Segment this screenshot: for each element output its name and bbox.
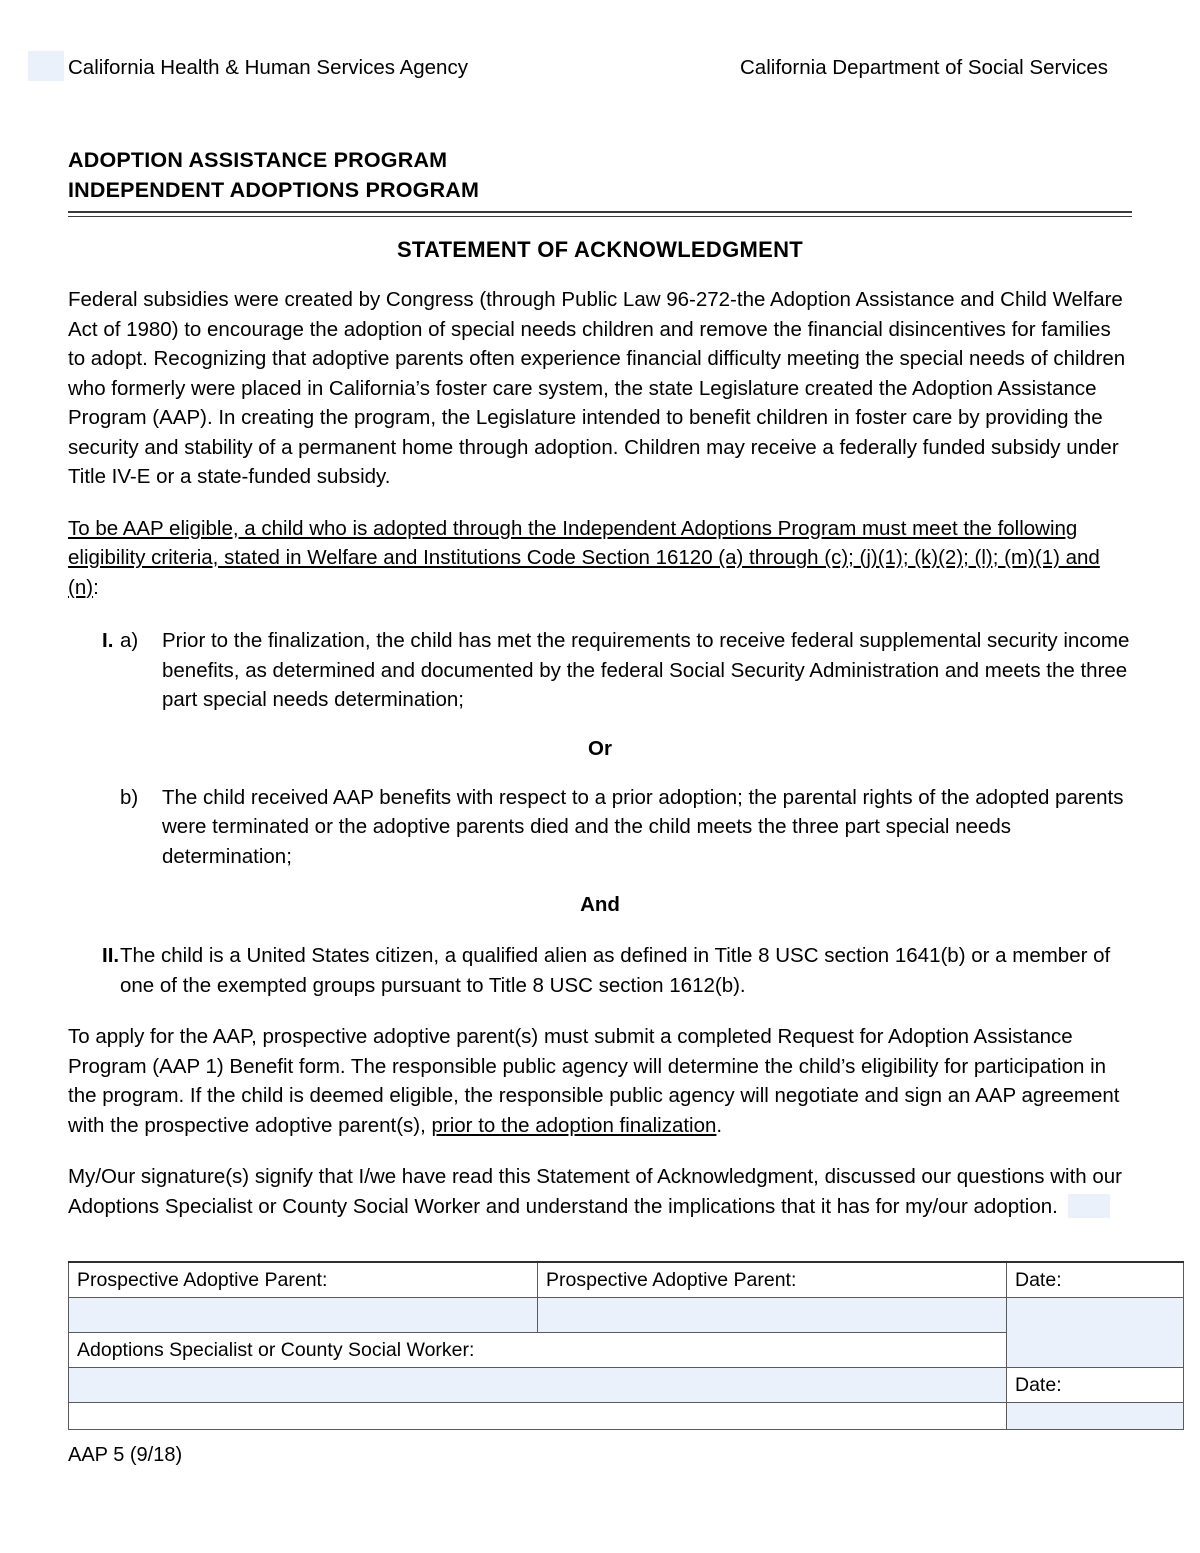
date-2-input[interactable] [1007,1403,1184,1430]
apply-paragraph-part1: To apply for the AAP, prospective adoptive parent(s) must submit a completed Request for Adoption Assistance Program (AAP 1) Benefit form. The responsible public agency will determine the child’s eligibility for participation in the program. If the child is deemed eligible, the responsible public agency will negotiate and sign an AAP agreement with the prospective adoptive parent(s), [68,1025,1120,1137]
criteria-item-2 [68,941,1132,1000]
criteria-item-1b-text: The child received AAP benefits with respect to a prior adoption; the parental rights of the adopted parents were terminated or the adoptive parents died and the child meets the three part special needs determination; [162,785,1124,868]
signature-statement-text: My/Our signature(s) signify that I/we have read this Statement of Acknowledgment, discussed our questions with our Adoptions Specialist or County Social Worker and understand the implications that it has for my/our adoption. [68,1165,1122,1218]
criteria-intro-paragraph [68,514,1132,603]
program-title-line2: INDEPENDENT ADOPTIONS PROGRAM [68,178,480,202]
worker-label-cell: Adoptions Specialist or County Social Worker: [69,1333,1007,1368]
criteria-item-2-roman-label: II. [102,944,120,967]
spacer-cell [69,1403,1007,1430]
signature-statement-paragraph [68,1162,1132,1221]
apply-paragraph-underlined: prior to the adoption finalization [431,1113,717,1137]
criteria-item-1a [68,626,1132,715]
worker-input[interactable] [69,1368,1007,1403]
table-row [69,1368,1184,1403]
criteria-item-1-roman-label: I. [102,629,114,652]
table-row [69,1403,1184,1430]
criteria-item-1b [68,783,1132,872]
date-1-input[interactable] [1007,1298,1184,1368]
criteria-item-2-text: The child is a United States citizen, a qualified alien as defined in Title 8 USC section 1641(b) or a member of one of the exempted groups pursuant to Title 8 USC section 1612(b). [120,944,1111,997]
inline-fill-box [1068,1194,1110,1218]
agency-header [68,55,1132,95]
parent-2-label-cell: Prospective Adoptive Parent: [538,1262,1007,1298]
criteria-item-1a-label: a) [120,629,139,652]
apply-paragraph-part2: . [716,1113,723,1137]
header-highlight-box [28,51,64,81]
connector-and: And [580,893,620,916]
table-row [69,1298,1184,1333]
agency-left-label: California Health & Human Services Agency [68,56,468,79]
document-title: STATEMENT OF ACKNOWLEDGMENT [396,237,804,262]
criteria-item-1a-text: Prior to the finalization, the child has met the requirements to receive federal supplemental security income benefits, as determined and documented by the federal Social Security Administration and meets the three part special needs determination; [162,629,1130,711]
title-divider [68,211,1132,217]
criteria-item-1b-label: b) [120,785,139,809]
intro-paragraph: Federal subsidies were created by Congress (through Public Law 96-272-the Adoption Assistance and Child Welfare Act of 1980) to encourage the adoption of special needs children and remove the financial disincentives for families to adopt. Recognizing that adoptive parents often experience financial difficulty meeting the special needs of children who formerly were placed in California’s foster care system, the state Legislature created the Adoption Assistance Program (AAP). In creating the program, the Legislature intended to benefit children in foster care by providing the security and stability of a permanent home through adoption. Children may receive a federally funded subsidy under Title IV-E or a state-funded subsidy. [68,288,1126,488]
date-1-label-cell: Date: [1007,1262,1184,1298]
parent-1-input[interactable] [69,1298,538,1333]
parent-1-label-cell: Prospective Adoptive Parent: [69,1262,538,1298]
table-row [69,1262,1184,1298]
parent-2-input[interactable] [538,1298,1007,1333]
criteria-intro-colon: : [93,575,99,599]
date-2-label-cell: Date: [1007,1368,1184,1403]
connector-or: Or [588,736,612,760]
agency-right-label: California Department of Social Services [740,56,1109,79]
apply-paragraph [68,1022,1132,1140]
program-title-line1: ADOPTION ASSISTANCE PROGRAM [68,148,448,172]
criteria-intro-underlined-text: To be AAP eligible, a child who is adopted through the Independent Adoptions Program must meet the following eligibility criteria, stated in Welfare and Institutions Code Section 16120 (a) through (c); (j)(1); (k)(2); (l); (m)(1) and (n) [68,516,1100,599]
signature-table [68,1261,1184,1430]
form-code-footer: AAP 5 (9/18) [68,1444,183,1466]
program-title [68,145,1132,205]
